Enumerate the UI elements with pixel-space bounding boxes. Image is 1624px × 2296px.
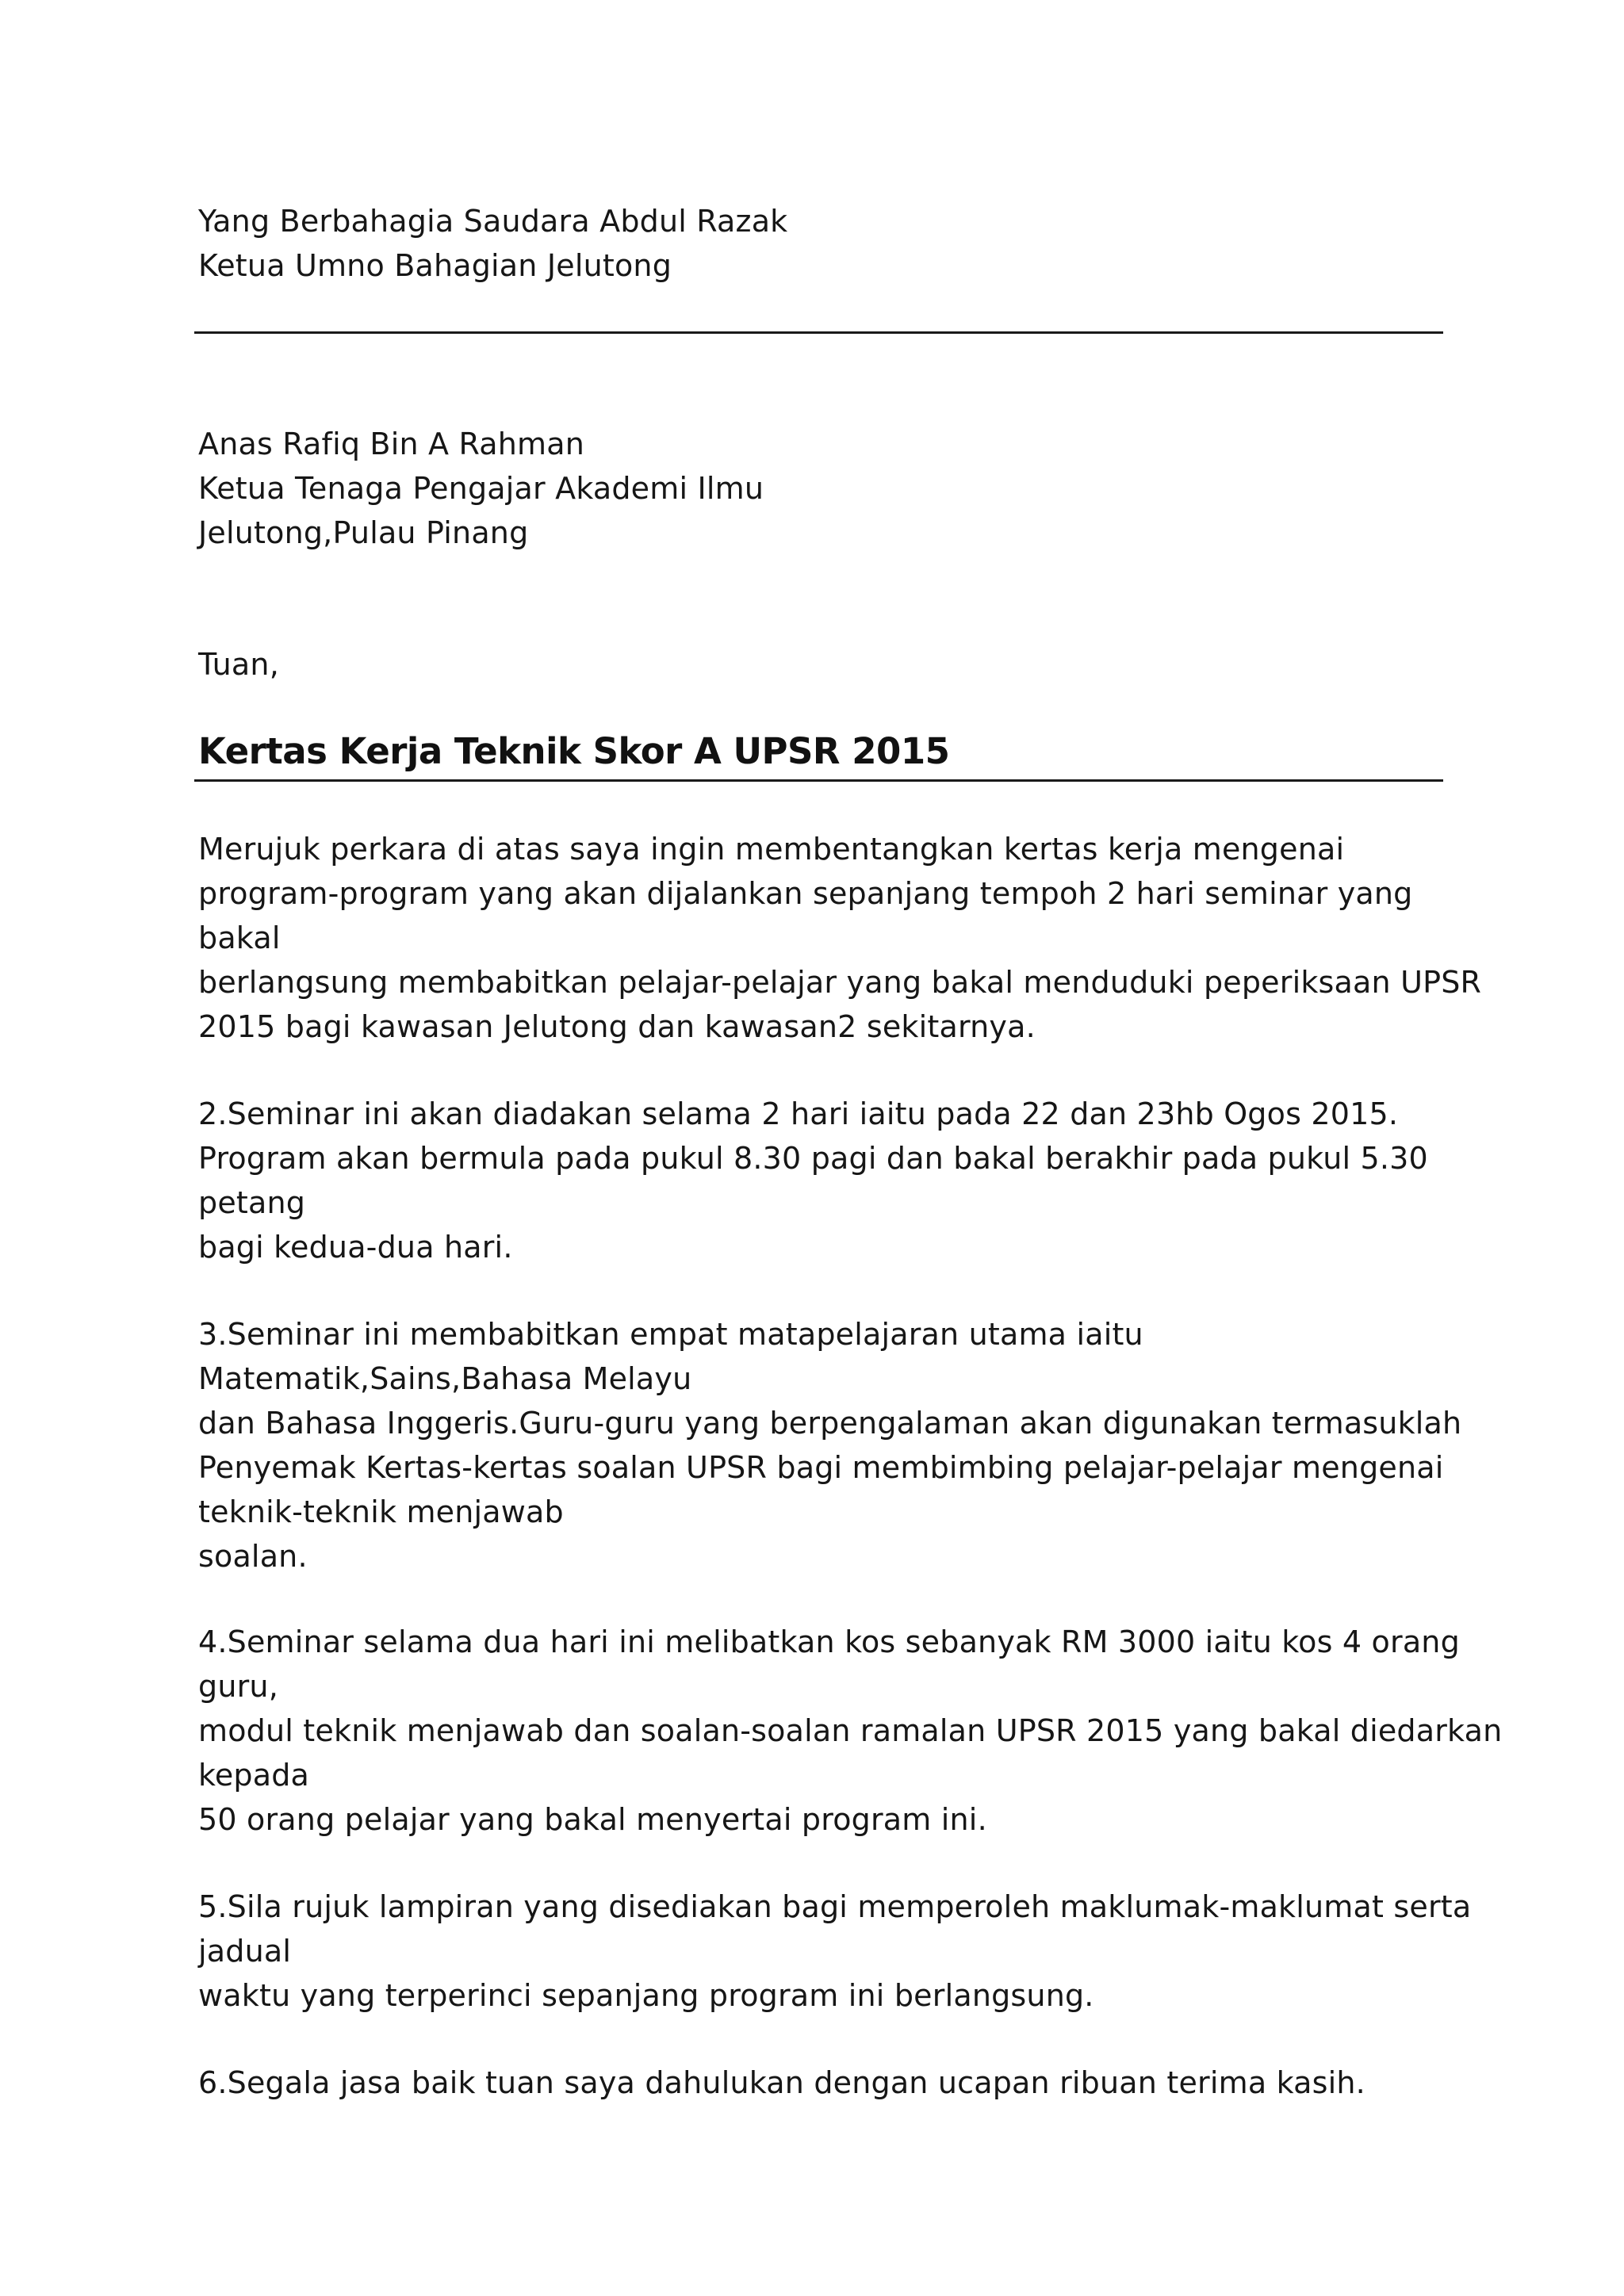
- paragraph-4-line-4: kepada: [198, 1758, 310, 1793]
- recipient-name: Yang Berbahagia Saudara Abdul Razak: [198, 204, 788, 239]
- paragraph-2-line-3: petang: [198, 1185, 306, 1220]
- subject-underline: [194, 779, 1443, 782]
- header-divider: [194, 331, 1443, 334]
- paragraph-3-line-2: Matematik,Sains,Bahasa Melayu: [198, 1361, 692, 1396]
- paragraph-2-line-1: 2.Seminar ini akan diadakan selama 2 hari iaitu pada 22 dan 23hb Ogos 2015.: [198, 1096, 1399, 1131]
- paragraph-1-line-1: Merujuk perkara di atas saya ingin membentangkan kertas kerja mengenai: [198, 832, 1345, 867]
- paragraph-4-line-1: 4.Seminar selama dua hari ini melibatkan kos sebanyak RM 3000 iaitu kos 4 orang: [198, 1624, 1460, 1659]
- paragraph-3-line-4: Penyemak Kertas-kertas soalan UPSR bagi membimbing pelajar-pelajar mengenai: [198, 1450, 1444, 1485]
- paragraph-4-line-3: modul teknik menjawab dan soalan-soalan ramalan UPSR 2015 yang bakal diedarkan: [198, 1713, 1503, 1748]
- paragraph-1-line-4: berlangsung membabitkan pelajar-pelajar yang bakal menduduki peperiksaan UPSR: [198, 965, 1482, 1000]
- paragraph-1-line-3: bakal: [198, 920, 281, 955]
- subject-heading: Kertas Kerja Teknik Skor A UPSR 2015: [198, 730, 950, 772]
- paragraph-2-line-4: bagi kedua-dua hari.: [198, 1230, 513, 1265]
- paragraph-3-line-1: 3.Seminar ini membabitkan empat matapelajaran utama iaitu: [198, 1317, 1143, 1352]
- paragraph-4-line-2: guru,: [198, 1669, 278, 1704]
- paragraph-5-line-3: waktu yang terperinci sepanjang program ini berlangsung.: [198, 1978, 1094, 2013]
- paragraph-1-line-2: program-program yang akan dijalankan sepanjang tempoh 2 hari seminar yang: [198, 876, 1413, 911]
- paragraph-3-line-6: soalan.: [198, 1539, 308, 1574]
- salutation: Tuan,: [198, 647, 279, 682]
- paragraph-5-line-2: jadual: [198, 1934, 292, 1969]
- sender-title: Ketua Tenaga Pengajar Akademi Ilmu: [198, 471, 764, 506]
- recipient-title: Ketua Umno Bahagian Jelutong: [198, 248, 672, 283]
- paragraph-4-line-5: 50 orang pelajar yang bakal menyertai program ini.: [198, 1802, 987, 1837]
- paragraph-2-line-2: Program akan bermula pada pukul 8.30 pagi dan bakal berakhir pada pukul 5.30: [198, 1141, 1428, 1176]
- paragraph-1-line-5: 2015 bagi kawasan Jelutong dan kawasan2 sekitarnya.: [198, 1009, 1036, 1044]
- paragraph-3-line-3: dan Bahasa Inggeris.Guru-guru yang berpengalaman akan digunakan termasuklah: [198, 1406, 1462, 1441]
- paragraph-5-line-1: 5.Sila rujuk lampiran yang disediakan bagi memperoleh maklumak-maklumat serta: [198, 1889, 1472, 1924]
- sender-name: Anas Rafiq Bin A Rahman: [198, 427, 585, 461]
- paragraph-6-line-1: 6.Segala jasa baik tuan saya dahulukan dengan ucapan ribuan terima kasih.: [198, 2065, 1365, 2100]
- paragraph-3-line-5: teknik-teknik menjawab: [198, 1494, 564, 1529]
- sender-address: Jelutong,Pulau Pinang: [198, 515, 529, 550]
